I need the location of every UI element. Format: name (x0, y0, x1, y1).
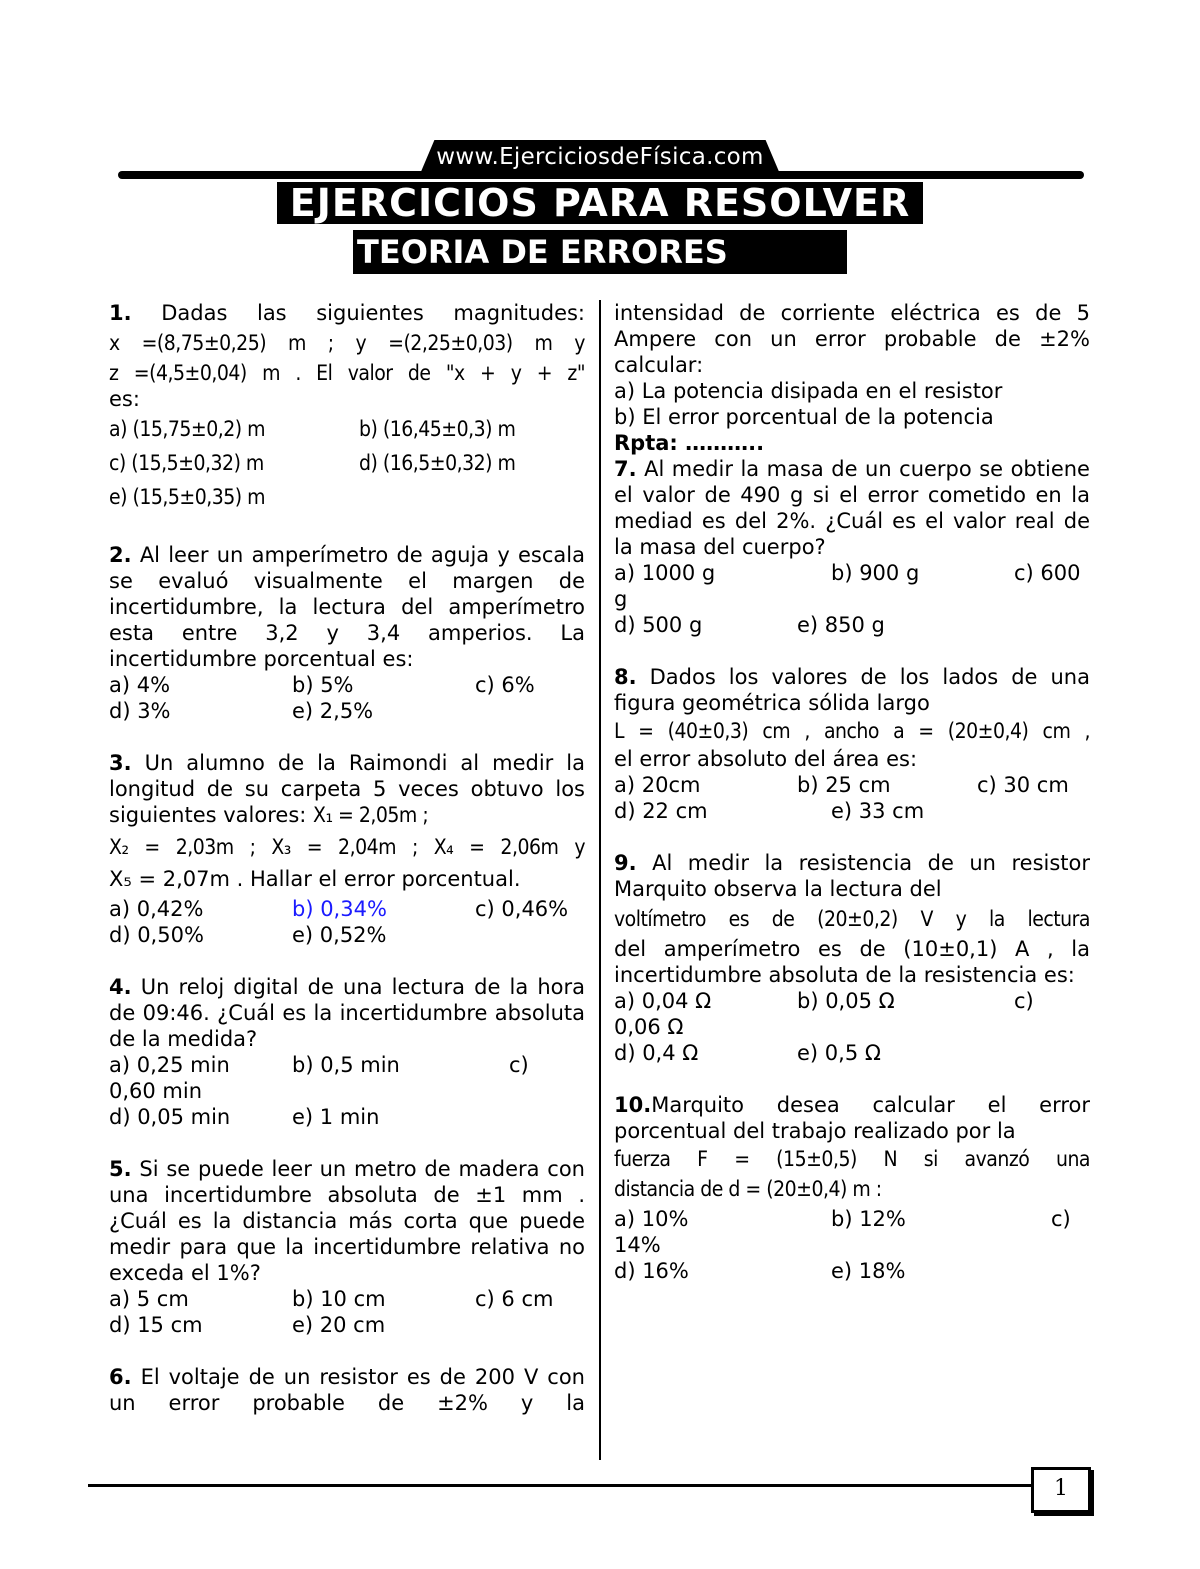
option-d: d) 0,4 Ω (614, 1041, 699, 1065)
option-a: a) 20cm (614, 773, 701, 797)
option-b: b) 0,5 min (292, 1053, 400, 1077)
question-number: 1. (109, 301, 132, 325)
option-c: c) (1014, 989, 1034, 1013)
question-3 (109, 750, 585, 948)
option-a: a) 0,04 Ω (614, 989, 712, 1013)
option-c-value: 0,06 Ω (614, 1015, 684, 1039)
question-10 (614, 1092, 1090, 1284)
option-e: e) 850 g (797, 613, 885, 637)
question-text: Un alumno de la Raimondi al medir la longitud de su carpeta 5 veces obtuvo los siguientes valores: (109, 751, 585, 827)
option-e: e) 33 cm (831, 799, 925, 823)
question-number: 3. (109, 751, 132, 775)
option-d: d) 0,50% (109, 923, 204, 947)
question-formula: voltímetro es de (20±0,2) V y la lectura (614, 907, 1090, 931)
option-c: c) 0,46% (475, 897, 569, 921)
question-6 (109, 1364, 585, 1416)
question-6-continued (614, 300, 1090, 456)
question-number: 9. (614, 851, 637, 875)
column-divider (599, 300, 601, 1460)
question-text: Dadas las siguientes magnitudes: (161, 301, 585, 325)
left-column (109, 300, 585, 1442)
option-e: e) 0,52% (292, 923, 387, 947)
question-formula: L = (40±0,3) cm , ancho a = (20±0,4) cm , (614, 719, 1090, 743)
question-formula: X₅ = 2,07m . Hallar el error porcentual. (109, 867, 521, 891)
question-text: El voltaje de un resistor es de 200 V con un error probable de ±2% y la (109, 1365, 585, 1415)
question-4 (109, 974, 585, 1130)
question-number: 8. (614, 665, 637, 689)
question-text: Al medir la resistencia de un resistor Marquito observa la lectura del (614, 851, 1090, 901)
question-number: 10. (614, 1093, 652, 1117)
page-title: EJERCICIOS PARA RESOLVER (277, 182, 923, 224)
site-url[interactable]: www.EjerciciosdeFísica.com (436, 144, 764, 170)
option-b: b) 900 g (831, 561, 920, 585)
option-c: c) (509, 1053, 529, 1077)
question-8 (614, 664, 1090, 824)
option-b: b) 12% (831, 1207, 906, 1231)
option-d: d) 500 g (614, 613, 703, 637)
option-c: c) 6 cm (475, 1287, 554, 1311)
option-a: a) 5 cm (109, 1287, 189, 1311)
question-text: Dados los valores de los lados de una figura geométrica sólida largo (614, 665, 1090, 715)
option-a: a) 10% (614, 1207, 689, 1231)
option-c: c) (15,5±0,32) m (109, 451, 264, 475)
question-7 (614, 456, 1090, 638)
option-b: b) (16,45±0,3) m (359, 417, 516, 441)
question-formula: z =(4,5±0,04) m . El valor de "x + y + z" (109, 361, 585, 385)
option-c: c) 6% (475, 673, 535, 697)
question-1 (109, 300, 585, 510)
option-a: a) La potencia disipada en el resistor (614, 379, 1003, 403)
option-d: d) 22 cm (614, 799, 708, 823)
question-formula: X₂ = 2,03m ; X₃ = 2,04m ; X₄ = 2,06m y (109, 835, 585, 859)
option-e: e) 1 min (292, 1105, 380, 1129)
question-text: Al leer un amperímetro de aguja y escala se evaluó visualmente el margen de incertidumbre, la lectura del amperímetro esta entre 3,2 y 3,4 amperios. La incertidumbre porcentual es: (109, 543, 585, 671)
option-b: b) 5% (292, 673, 354, 697)
question-text: el error absoluto del área es: (614, 747, 918, 771)
option-a: a) 0,42% (109, 897, 204, 921)
option-a: a) 0,25 min (109, 1053, 230, 1077)
answer-line: Rpta: ……….. (614, 431, 765, 455)
page-subtitle: TEORIA DE ERRORES (353, 230, 847, 274)
question-number: 5. (109, 1157, 132, 1181)
option-d: d) 3% (109, 699, 171, 723)
option-b: b) El error porcentual de la potencia (614, 405, 994, 429)
option-c: c) (1051, 1207, 1071, 1231)
question-formula: distancia de d = (20±0,4) m : (614, 1177, 882, 1201)
question-text: es: (109, 387, 140, 411)
option-e: e) (15,5±0,35) m (109, 485, 266, 509)
option-c: c) 30 cm (977, 773, 1069, 797)
option-b: b) 25 cm (797, 773, 891, 797)
option-b: b) 10 cm (292, 1287, 386, 1311)
question-number: 7. (614, 457, 637, 481)
option-b: b) 0,05 Ω (797, 989, 895, 1013)
option-e: e) 20 cm (292, 1313, 386, 1337)
question-number: 6. (109, 1365, 132, 1389)
question-5 (109, 1156, 585, 1338)
option-a: a) (15,75±0,2) m (109, 417, 266, 441)
question-formula: fuerza F = (15±0,5) N si avanzó una (614, 1147, 1090, 1171)
question-2 (109, 542, 585, 724)
question-text: intensidad de corriente eléctrica es de 5 Ampere con un error probable de ±2% calcular: (614, 301, 1090, 377)
question-text: Un reloj digital de una lectura de la hora de 09:46. ¿Cuál es la incertidumbre absoluta de la medida? (109, 975, 586, 1051)
right-column (614, 300, 1090, 1310)
option-d: d) 15 cm (109, 1313, 203, 1337)
option-e: e) 18% (831, 1259, 906, 1283)
option-a: a) 4% (109, 673, 171, 697)
question-number: 4. (109, 975, 132, 999)
question-9 (614, 850, 1090, 1066)
option-d: d) 16% (614, 1259, 689, 1283)
footer-rule (88, 1484, 1032, 1487)
option-e: e) 0,5 Ω (797, 1041, 881, 1065)
question-text: del amperímetro es de (10±0,1) A , la incertidumbre absoluta de la resistencia es: (614, 937, 1090, 987)
option-c-value: 0,60 min (109, 1079, 203, 1103)
header-rule (118, 171, 1084, 179)
question-formula: X₁ = 2,05m ; (313, 803, 429, 827)
question-formula: x =(8,75±0,25) m ; y =(2,25±0,03) m y (109, 331, 585, 355)
option-c: c) 600 (1014, 561, 1081, 585)
question-number: 2. (109, 543, 132, 567)
question-text: Al medir la masa de un cuerpo se obtiene el valor de 490 g si el error cometido en la mediad es del 2%. ¿Cuál es el valor real de la masa del cuerpo? (614, 457, 1090, 559)
option-a: a) 1000 g (614, 561, 716, 585)
page-number: 1 (1031, 1467, 1091, 1513)
option-e: e) 2,5% (292, 699, 374, 723)
question-text: Si se puede leer un metro de madera con una incertidumbre absoluta de ±1 mm . ¿Cuál es la distancia más corta que puede medir para que la incertidumbre relativa no exceda el 1%? (109, 1157, 585, 1285)
question-text: Marquito desea calcular el error porcentual del trabajo realizado por la (614, 1093, 1090, 1143)
option-d: d) (16,5±0,32) m (359, 451, 516, 475)
option-b: b) 0,34% (292, 897, 387, 921)
option-c-unit: g (614, 587, 628, 611)
option-c-value: 14% (614, 1233, 661, 1257)
option-d: d) 0,05 min (109, 1105, 231, 1129)
